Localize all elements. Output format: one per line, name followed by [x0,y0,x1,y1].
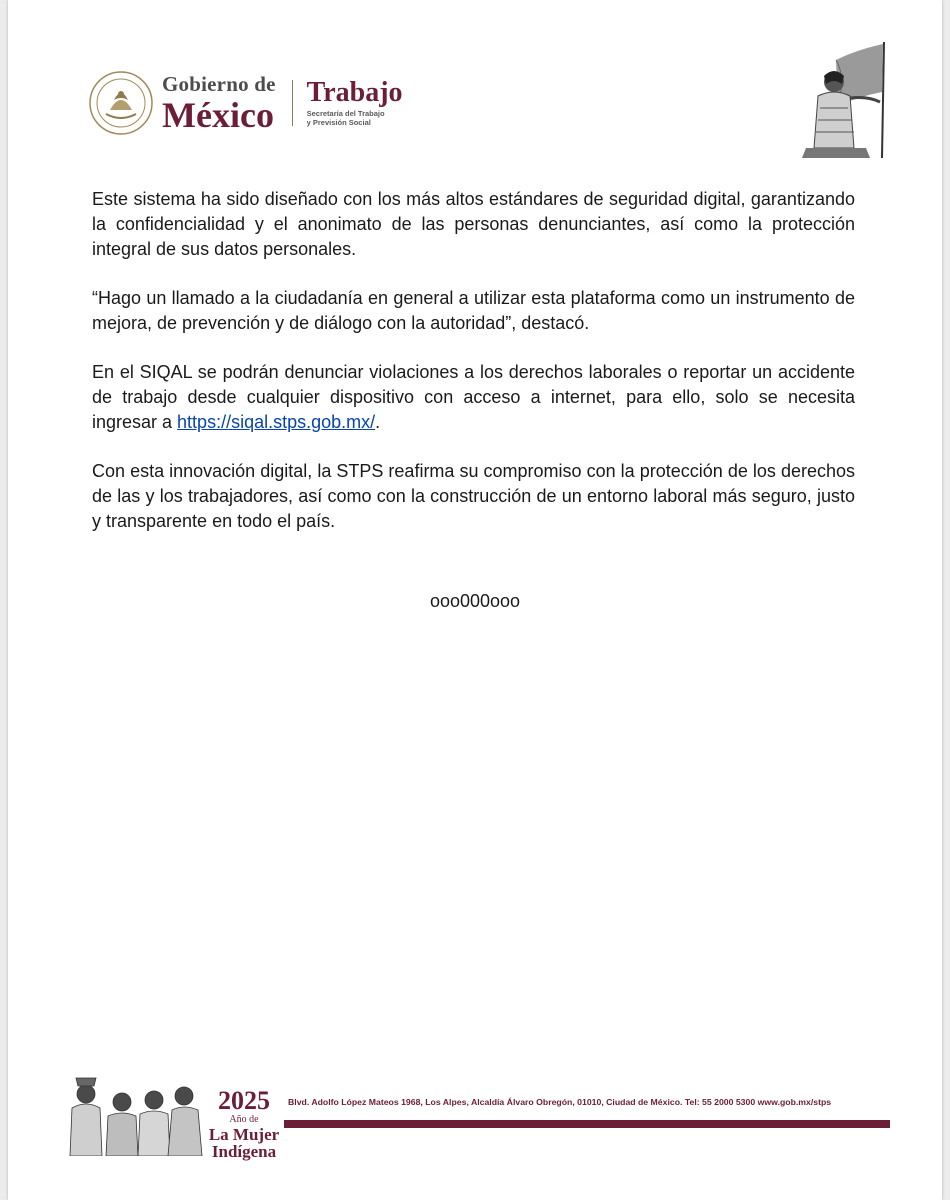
woman-with-flag-illustration [776,36,900,160]
document-page [8,0,942,1200]
year-theme-line1: La Mujer [208,1125,280,1144]
logo-divider [292,80,293,126]
year-theme-line2: Indígena [211,1142,277,1161]
national-seal-icon [88,70,154,136]
paragraph-commitment: Con esta innovación digital, la STPS reafirma su compromiso con la protección de los derechos de las y los trabajadores, así como con la construcción de un entorno laboral más seguro, justo y transparente en todo el país. [92,461,855,531]
footer-bar [284,1120,890,1128]
year-label: Año de [229,1114,259,1125]
paragraph-quote: “Hago un llamado a la ciudadanía en general a utilizar esta plataforma como un instrumento de mejora, de prevención y de diálogo con la autoridad”, destacó. [92,288,855,333]
trabajo-title: Trabajo [306,76,403,108]
trabajo-subtitle-line1: Secretaría del Trabajo [306,108,385,118]
siqal-period: . [375,412,381,432]
trabajo-subtitle-line2: y Previsión Social [306,117,371,127]
siqal-link[interactable]: https://siqal.stps.gob.mx/ [177,412,376,432]
footer-address: Blvd. Adolfo López Mateos 1968, Los Alpes, Alcaldía Álvaro Obregón, 01010, Ciudad de México. Tel: 55 2000 5300 www.gob.mx/stps [288,1097,832,1107]
closing-mark: ooo000ooo [429,591,521,611]
gobierno-label: Gobierno de [162,71,276,96]
siqal-text: En el SIQAL se podrán denunciar violaciones a los derechos laborales o reportar un accidente de trabajo desde cualquier dispositivo con acceso a internet, para ello, solo se necesita ingresar a [92,362,855,432]
header-logos [88,68,403,138]
year-of-indigenous-woman-logo [208,1088,280,1160]
year-number: 2025 [218,1086,270,1115]
press-release-body [92,187,855,558]
paragraph-siqal [92,360,855,435]
paragraph-security: Este sistema ha sido diseñado con los más altos estándares de seguridad digital, garantizando la confidencialidad y el anonimato de las personas denunciantes, así como la protección integral de sus datos personales. [92,189,855,259]
indigenous-women-illustration [62,1068,204,1156]
trabajo-logo [306,76,403,127]
gobierno-de-mexico-logo [162,71,276,135]
mexico-label: México [162,94,274,135]
